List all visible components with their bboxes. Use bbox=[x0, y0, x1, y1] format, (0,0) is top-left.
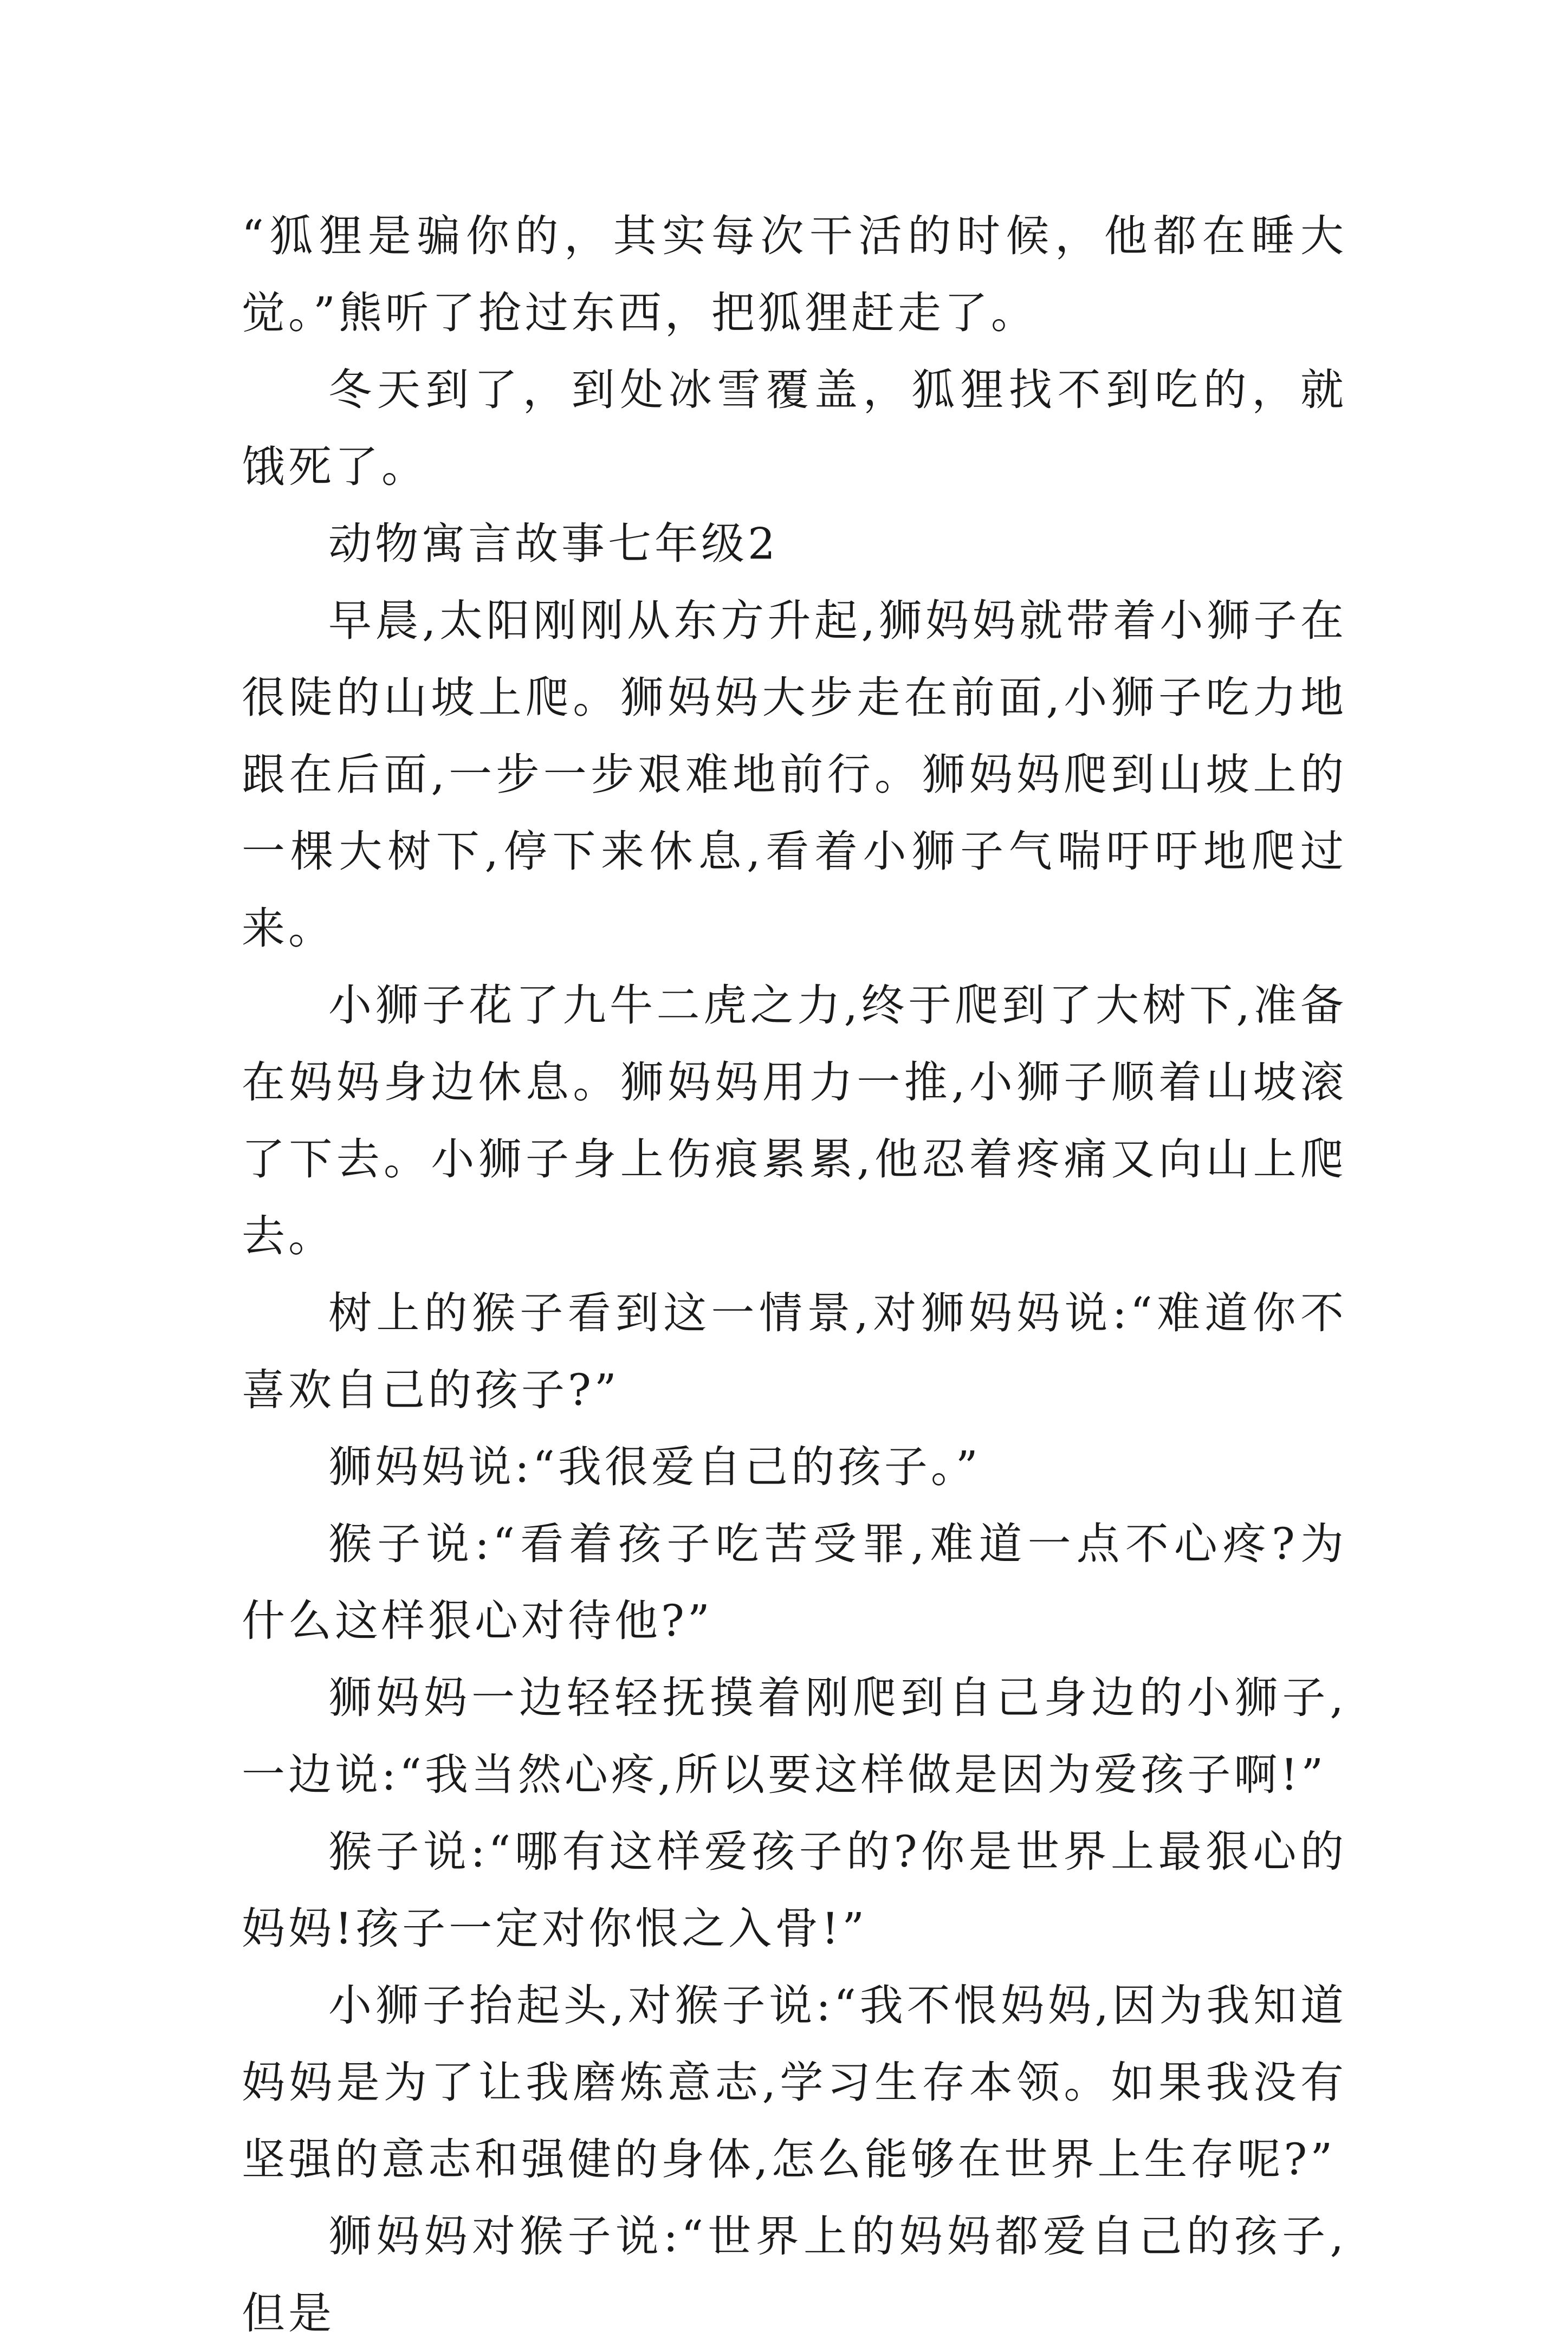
document-body bbox=[242, 198, 1347, 2352]
paragraph-1: “狐狸是骗你的，其实每次干活的时候，他都在睡大觉。”熊听了抢过东西，把狐狸赶走了。 bbox=[242, 211, 1347, 338]
paragraph-5: 树上的猴子看到这一情景,对狮妈妈说:“难道你不喜欢自己的孩子?” bbox=[242, 1288, 1347, 1415]
paragraph-3: 早晨,太阳刚刚从东方升起,狮妈妈就带着小狮子在很陡的山坡上爬。狮妈妈大步走在前面,小狮子吃力地跟在后面,一步一步艰难地前行。狮妈妈爬到山坡上的一棵大树下,停下来休息,看着小狮子气喘吁吁地爬过来。 bbox=[242, 595, 1347, 954]
paragraph-8: 狮妈妈一边轻轻抚摸着刚爬到自己身边的小狮子,一边说:“我当然心疼,所以要这样做是因为爱孩子啊!” bbox=[242, 1673, 1347, 1800]
paragraph-4: 小狮子花了九牛二虎之力,终于爬到了大树下,准备在妈妈身边休息。狮妈妈用力一推,小狮子顺着山坡滚了下去。小狮子身上伤痕累累,他忍着疼痛又向山上爬去。 bbox=[242, 980, 1347, 1261]
story-heading: 动物寓言故事七年级2 bbox=[328, 519, 779, 569]
paragraph-9: 猴子说:“哪有这样爱孩子的?你是世界上最狠心的妈妈!孩子一定对你恨之入骨!” bbox=[242, 1826, 1347, 1954]
paragraph-7: 猴子说:“看着孩子吃苦受罪,难道一点不心疼?为什么这样狠心对待他?” bbox=[242, 1519, 1347, 1646]
paragraph-11: 狮妈妈对猴子说:“世界上的妈妈都爱自己的孩子,但是 bbox=[242, 2211, 1347, 2338]
paragraph-2: 冬天到了，到处冰雪覆盖，狐狸找不到吃的，就饿死了。 bbox=[242, 365, 1347, 492]
paragraph-10: 小狮子抬起头,对猴子说:“我不恨妈妈,因为我知道妈妈是为了让我磨炼意志,学习生存本领。如果我没有坚强的意志和强健的身体,怎么能够在世界上生存呢?” bbox=[242, 1980, 1347, 2185]
paragraph-6: 狮妈妈说:“我很爱自己的孩子。” bbox=[328, 1442, 981, 1492]
